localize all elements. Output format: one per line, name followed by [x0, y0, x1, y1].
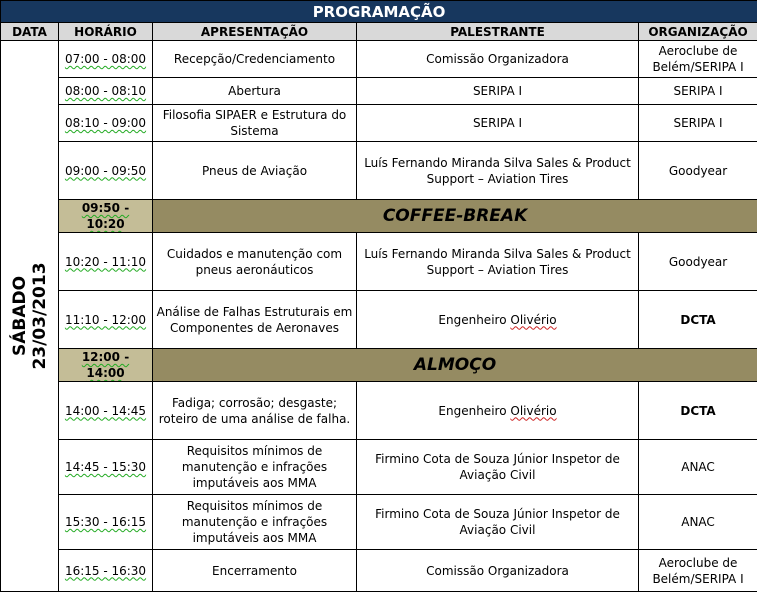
- speaker-cell: SERIPA I: [357, 105, 639, 142]
- organization-cell: SERIPA I: [639, 105, 757, 142]
- speaker-prefix: Engenheiro: [438, 403, 507, 418]
- time-text: 08:10 - 09:00: [64, 116, 147, 130]
- column-header-organization: ORGANIZAÇÃO: [639, 23, 757, 41]
- time-text: 10:20 - 11:10: [64, 254, 147, 269]
- organization-cell: DCTA: [639, 291, 757, 349]
- break-time-text: 09:50 - 10:20: [81, 201, 130, 231]
- speaker-cell: Luís Fernando Miranda Silva Sales & Product Support – Aviation Tires: [357, 142, 639, 200]
- time-text: 15:30 - 16:15: [64, 515, 147, 529]
- presentation-cell: Requisitos mínimos de manutenção e infrações imputáveis aos MMA: [153, 440, 357, 495]
- column-header-speaker: PALESTRANTE: [357, 23, 639, 41]
- date-day: SÁBADO: [9, 275, 30, 357]
- speaker-cell: Comissão Organizadora: [357, 550, 639, 592]
- presentation-cell: Encerramento: [153, 550, 357, 592]
- time-text: 07:00 - 08:00: [64, 52, 147, 66]
- organization-cell: Goodyear: [639, 142, 757, 200]
- organization-cell: Aeroclube de Belém/SERIPA I: [639, 41, 757, 78]
- table-row: [1, 495, 757, 550]
- time-cell: [59, 41, 153, 78]
- table-row: [1, 382, 757, 440]
- time-cell: [59, 233, 153, 291]
- title-row: [1, 1, 757, 23]
- organization-cell: ANAC: [639, 495, 757, 550]
- table-row: [1, 105, 757, 142]
- speaker-prefix: Engenheiro: [438, 312, 507, 327]
- time-cell: [59, 291, 153, 349]
- time-cell: [59, 78, 153, 105]
- presentation-cell: Recepção/Credenciamento: [153, 41, 357, 78]
- table-row: [1, 550, 757, 592]
- time-text: 09:00 - 09:50: [64, 163, 147, 178]
- speaker-cell: Firmino Cota de Souza Júnior Inspetor de Aviação Civil: [357, 495, 639, 550]
- column-header-time: HORÁRIO: [59, 23, 153, 41]
- column-header-date: DATA: [1, 23, 59, 41]
- lunch-break-row: [1, 349, 757, 382]
- break-label: ALMOÇO: [153, 349, 757, 382]
- time-cell: [59, 495, 153, 550]
- speaker-cell: Firmino Cota de Souza Júnior Inspetor de Aviação Civil: [357, 440, 639, 495]
- time-cell: [59, 382, 153, 440]
- speaker-cell: [357, 291, 639, 349]
- break-time-cell: [59, 349, 153, 382]
- date-label: [10, 262, 50, 369]
- organization-cell: SERIPA I: [639, 78, 757, 105]
- table-row: [1, 41, 757, 78]
- date-value: 23/03/2013: [29, 262, 50, 370]
- organization-cell: Goodyear: [639, 233, 757, 291]
- time-text: 14:45 - 15:30: [64, 460, 147, 474]
- time-cell: [59, 105, 153, 142]
- column-header-presentation: APRESENTAÇÃO: [153, 23, 357, 41]
- presentation-cell: Cuidados e manutenção com pneus aeronáuticos: [153, 233, 357, 291]
- presentation-cell: Análise de Falhas Estruturais em Componentes de Aeronaves: [153, 291, 357, 349]
- speaker-cell: Comissão Organizadora: [357, 41, 639, 78]
- table-row: [1, 440, 757, 495]
- presentation-cell: Requisitos mínimos de manutenção e infrações imputáveis aos MMA: [153, 495, 357, 550]
- time-text: 08:00 - 08:10: [64, 84, 147, 98]
- table-row: [1, 233, 757, 291]
- table-row: [1, 78, 757, 105]
- table-row: [1, 291, 757, 349]
- organization-cell: DCTA: [639, 382, 757, 440]
- column-header-row: [1, 23, 757, 41]
- speaker-cell: [357, 382, 639, 440]
- speaker-cell: SERIPA I: [357, 78, 639, 105]
- coffee-break-row: [1, 200, 757, 233]
- organization-cell: ANAC: [639, 440, 757, 495]
- date-cell: [1, 41, 59, 592]
- presentation-cell: Filosofia SIPAER e Estrutura do Sistema: [153, 105, 357, 142]
- time-cell: [59, 142, 153, 200]
- presentation-cell: Pneus de Aviação: [153, 142, 357, 200]
- page-title: PROGRAMAÇÃO: [1, 1, 757, 23]
- break-label: COFFEE-BREAK: [153, 200, 757, 233]
- break-time-text: 12:00 - 14:00: [81, 350, 130, 380]
- organization-cell: Aeroclube de Belém/SERIPA I: [639, 550, 757, 592]
- break-time-cell: [59, 200, 153, 233]
- presentation-cell: Fadiga; corrosão; desgaste; roteiro de uma análise de falha.: [153, 382, 357, 440]
- time-text: 16:15 - 16:30: [64, 563, 147, 578]
- time-text: 11:10 - 12:00: [64, 312, 147, 327]
- time-cell: [59, 550, 153, 592]
- speaker-name: Olivério: [510, 403, 557, 418]
- presentation-cell: Abertura: [153, 78, 357, 105]
- time-cell: [59, 440, 153, 495]
- table-row: [1, 142, 757, 200]
- time-text: 14:00 - 14:45: [64, 403, 147, 418]
- speaker-name: Olivério: [510, 312, 557, 327]
- speaker-cell: Luís Fernando Miranda Silva Sales & Product Support – Aviation Tires: [357, 233, 639, 291]
